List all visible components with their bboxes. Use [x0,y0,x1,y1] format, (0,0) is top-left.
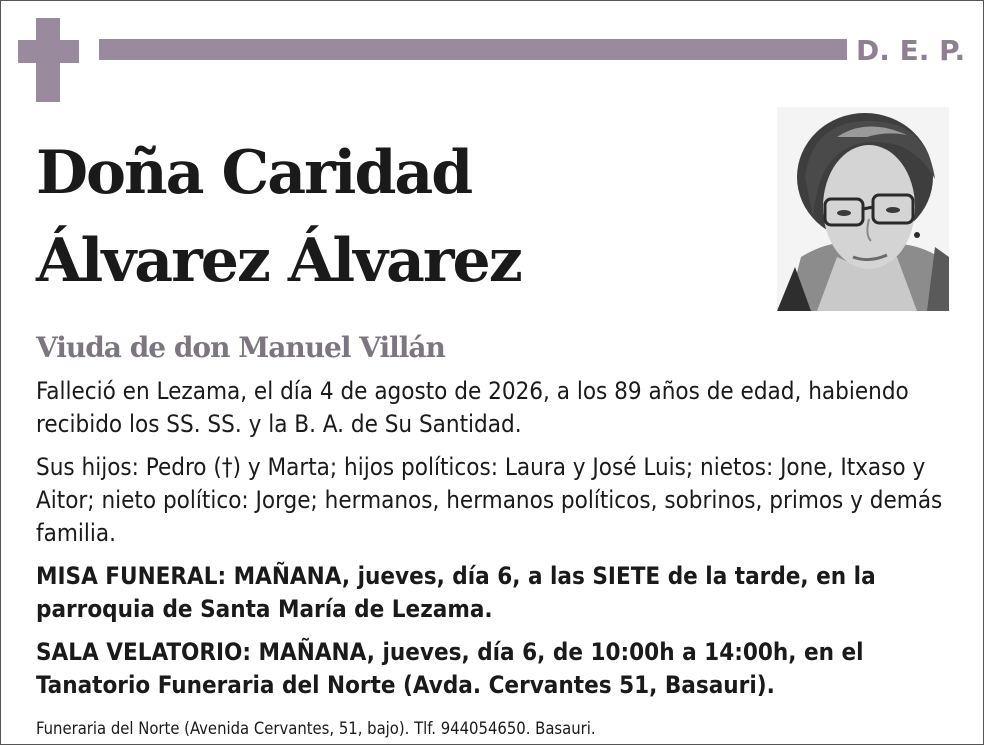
portrait-photo-icon [777,107,949,311]
dep-label: D. E. P. [856,34,966,67]
notice-body [36,375,956,712]
funeral-home-footer: Funeraria del Norte (Avenida Cervantes, 51, bajo). Tlf. 944054650. Basauri. [36,719,596,738]
name-line-2: Álvarez Álvarez [36,226,521,296]
deceased-name [36,129,521,305]
family-paragraph: Sus hijos: Pedro (†) y Marta; hijos políticos: Laura y José Luis; nietos: Jone, Itxaso y Aitor; nieto político: Jorge; hermanos, hermanos políticos, sobrinos, primos y demás familia. [36,453,943,547]
cross-icon-arm [18,40,79,63]
portrait-photo [777,107,949,311]
death-paragraph: Falleció en Lezama, el día 4 de agosto de 2026, a los 89 años de edad, habiendo recibido los SS. SS. y la B. A. de Su Santidad. [36,377,909,438]
funeral-mass-paragraph: MISA FUNERAL: MAÑANA, jueves, día 6, a las SIETE de la tarde, en la parroquia de Santa María de Lezama. [36,562,876,623]
name-line-1: Doña Caridad [36,138,472,208]
widow-of-line: Viuda de don Manuel Villán [36,331,445,364]
header-bar [99,39,847,60]
wake-room-paragraph: SALA VELATORIO: MAÑANA, jueves, día 6, de 10:00h a 14:00h, en el Tanatorio Funeraria del Norte (Avda. Cervantes 51, Basauri). [36,638,864,699]
